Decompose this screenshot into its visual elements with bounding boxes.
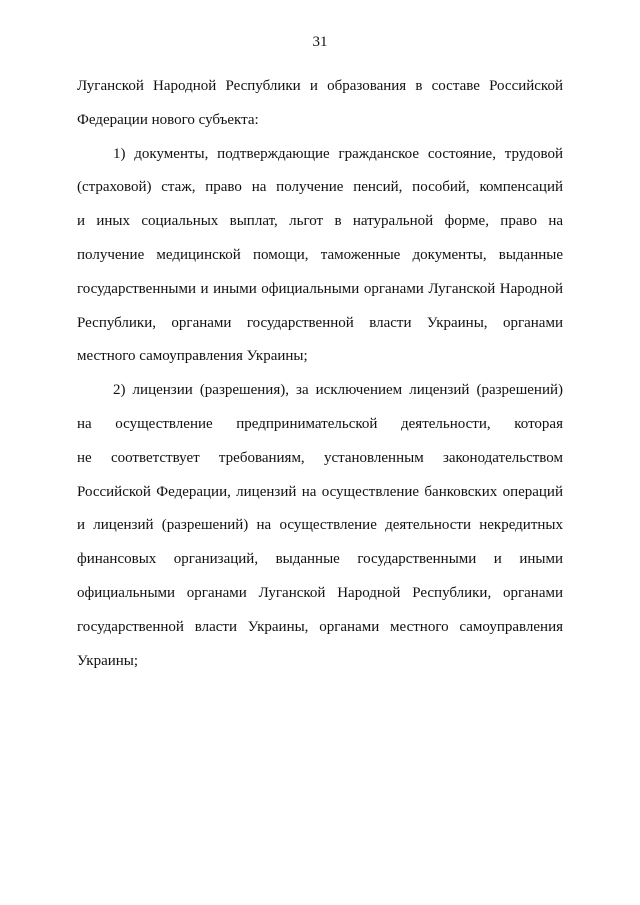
text-line: государственной власти Украины, органами местного самоуправления xyxy=(77,618,563,635)
page-number: 31 xyxy=(312,34,328,50)
text-line: на осуществление предпринимательской деятельности, которая xyxy=(77,415,563,432)
text-line: Федерации нового субъекта: xyxy=(77,111,259,128)
text-line: государственными и иными официальными органами Луганской Народной xyxy=(77,280,563,297)
text-line: Луганской Народной Республики и образования в составе Российской xyxy=(77,78,563,94)
text-line: Российской Федерации, лицензий на осуществление банковских операций xyxy=(77,483,563,500)
text-line: Украины; xyxy=(77,652,139,669)
document-body xyxy=(77,70,563,678)
text-line: 2) лицензии (разрешения), за исключением лицензий (разрешений) xyxy=(113,382,563,399)
text-line: (страховой) стаж, право на получение пенсий, пособий, компенсаций xyxy=(77,179,563,196)
text-line: Республики, органами государственной власти Украины, органами xyxy=(77,314,563,331)
text-line: финансовых организаций, выданные государственными и иными xyxy=(77,551,563,568)
text-line: местного самоуправления Украины; xyxy=(77,348,308,365)
text-line: и иных социальных выплат, льгот в натуральной форме, право на xyxy=(77,213,563,230)
text-line: официальными органами Луганской Народной Республики, органами xyxy=(77,584,563,601)
text-line: не соответствует требованиям, установленным законодательством xyxy=(77,449,563,466)
text-line: и лицензий (разрешений) на осуществление деятельности некредитных xyxy=(77,517,563,534)
text-line: получение медицинской помощи, таможенные документы, выданные xyxy=(77,246,563,263)
text-line: 1) документы, подтверждающие гражданское состояние, трудовой xyxy=(113,145,563,162)
